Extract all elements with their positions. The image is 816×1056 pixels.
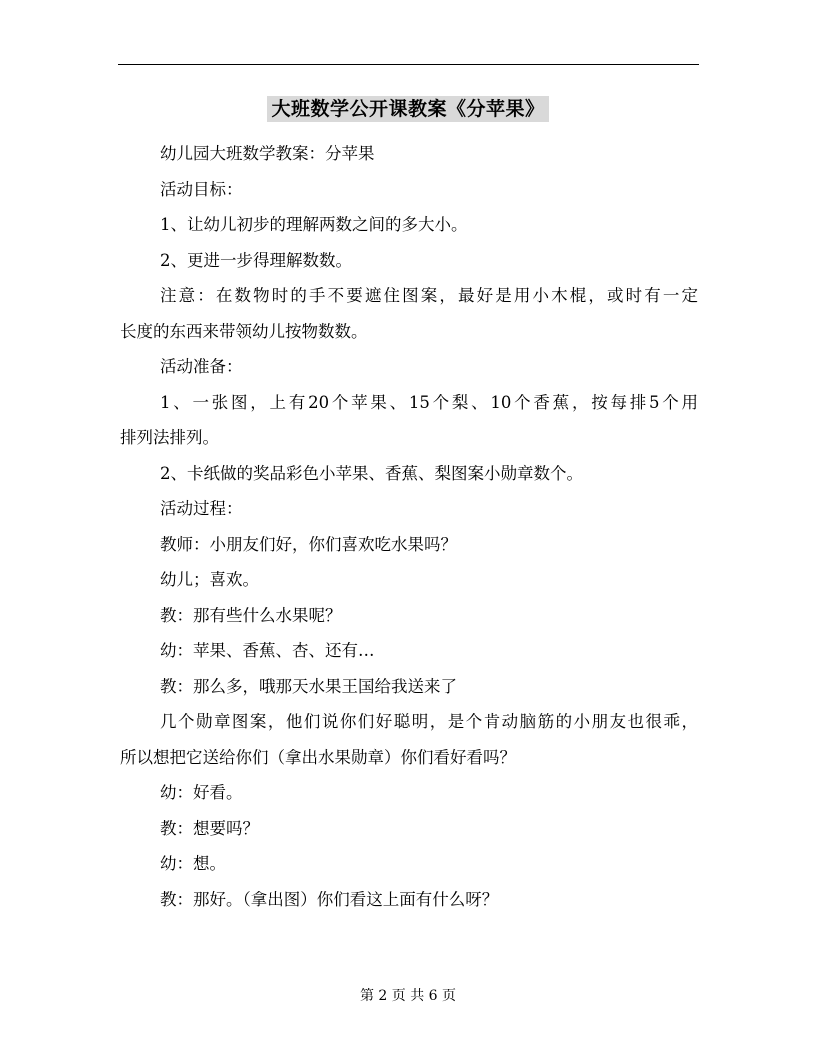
body-line: 幼：想。: [160, 854, 226, 873]
body-line: 活动准备：: [160, 357, 243, 376]
body-line: 教：那么多，哦那天水果王国给我送来了: [160, 676, 457, 696]
body-line: 幼：苹果、香蕉、杏、还有…: [160, 641, 375, 660]
body-line: 1、一张图，上有20个苹果、15个梨、10个香蕉，按每排5个用: [160, 392, 698, 412]
body-line: 几个勋章图案，他们说你们好聪明，是个肯动脑筋的小朋友也很乖，: [160, 712, 698, 731]
body-line: 教师：小朋友们好，你们喜欢吃水果吗？: [160, 534, 457, 554]
body-line: 2、卡纸做的奖品彩色小苹果、香蕉、梨图案小勋章数个。: [160, 463, 583, 483]
body-line: 活动过程：: [160, 499, 243, 518]
page-number-footer: 第 2 页 共 6 页: [359, 988, 457, 1004]
document-body: [120, 136, 698, 917]
body-line: 活动目标：: [160, 179, 243, 199]
body-line: 教：那有些什么水果呢？: [160, 605, 342, 625]
document-title: 大班数学公开课教案《分苹果》: [267, 96, 548, 122]
body-line: 2、更进一步得理解数数。: [160, 250, 352, 270]
body-line: 排列法排列。: [120, 428, 219, 447]
header-rule: [118, 64, 699, 65]
title-container: [0, 96, 816, 122]
body-line: 教：想要吗？: [160, 818, 259, 838]
body-line: 长度的东西来带领幼儿按物数数。: [120, 321, 368, 341]
body-line: 所以想把它送给你们（拿出水果勋章）你们看好看吗？: [120, 747, 516, 767]
body-line: 1、让幼儿初步的理解两数之间的多大小。: [160, 215, 468, 234]
body-line: 教：那好。（拿出图）你们看这上面有什么呀？: [160, 889, 499, 909]
body-line: 幼儿园大班数学教案：分苹果: [160, 144, 375, 163]
body-line: 注意：在数物时的手不要遮住图案，最好是用小木棍，或时有一定: [160, 286, 698, 305]
body-line: 幼儿；喜欢。: [160, 570, 259, 589]
body-line: 幼：好看。: [160, 783, 243, 802]
